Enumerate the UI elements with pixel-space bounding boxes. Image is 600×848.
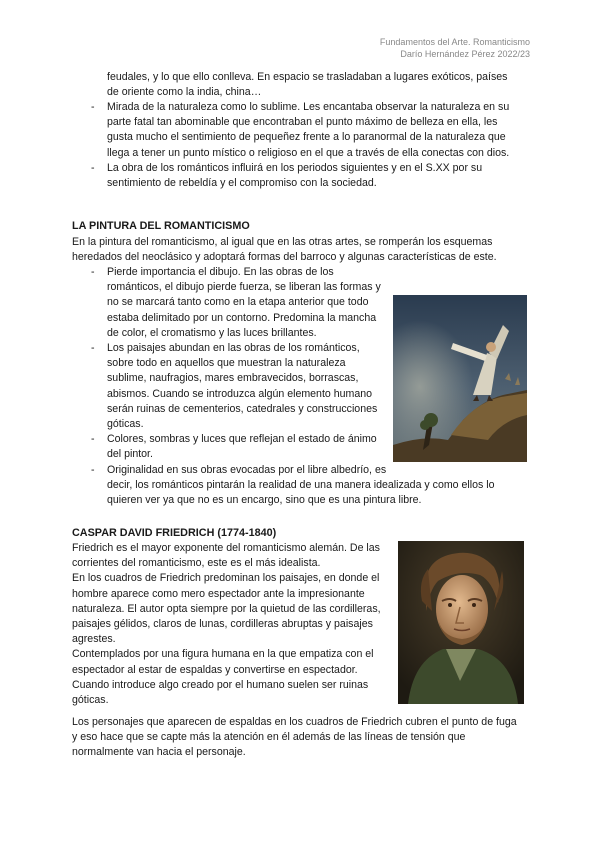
intro-bullet-list: [89, 100, 526, 191]
list-item: - Originalidad en sus obras evocadas por el libre albedrío, es decir, los románticos pintarán la realidad de una manera idealizada y como ellos lo quieren ver ya que no es un encargo, sino que es una pintura libre.: [89, 463, 526, 509]
painting-intro: En la pintura del romanticismo, al igual que en las otras artes, se romperán los esquemas heredados del neoclásico y adoptará formas del barroco y algunas características de este.: [72, 236, 497, 264]
friedrich-closing-paragraph: Los personajes que aparecen de espaldas en los cuadros de Friedrich cubren el punto de fuga y eso hace que se capte más la atención en él además de las líneas de tensión que normalmente van hacia el personaje.: [72, 716, 517, 759]
list-item: - Colores, sombras y luces que reflejan el estado de ánimo del pintor.: [89, 432, 526, 462]
friedrich-paragraph: Friedrich es el mayor exponente del romanticismo alemán. De las corrientes del romanticismo, este es el más idealista.: [72, 542, 380, 570]
page-header: [380, 36, 530, 60]
section-title-friedrich: CASPAR DAVID FRIEDRICH (1774-1840): [72, 527, 277, 539]
list-item: - La obra de los románticos influirá en los periodos siguientes y en el S.XX por su sentimiento de rebeldía y el compromiso con la sociedad.: [89, 161, 526, 191]
friedrich-paragraph: Contemplados por una figura humana en la que empatiza con el espectador al estar de espaldas y convertirse en espectador.: [72, 648, 374, 676]
list-item: - Mirada de la naturaleza como lo sublime. Les encantaba observar la naturaleza en su parte fatal tan abominable que encontraban el punto máximo de belleza en ella, les gusta mucho el sentimiento de pequeñez frente a lo paranormal de la naturaleza que llega a tener un punto místico o religioso en el que a través de ella conectas con dios.: [89, 100, 526, 161]
friedrich-paragraph: En los cuadros de Friedrich predominan los paisajes, en donde el hombre aparece como mero espectador ante la impresionante naturaleza. El autor opta siempre por la quietud de las cordilleras, paisajes gélidos, claros de lunas, cordilleras abruptas y paisajes agrestes.: [72, 572, 381, 646]
header-course: Fundamentos del Arte. Romanticismo: [379, 37, 530, 47]
cliff-figure-painting: [393, 295, 527, 462]
friedrich-text: [72, 541, 392, 708]
section-title-painting: LA PINTURA DEL ROMANTICISMO: [72, 220, 250, 232]
list-item: - Los paisajes abundan en las obras de los románticos, sobre todo en aquellos que muestran la naturaleza sublime, naufragios, mares embravecidos, borrascas, abismos. Cuando se introduzca algún elemento humano serán ruinas de cementerios, catedrales y construcciones góticas.: [89, 341, 526, 432]
friedrich-paragraph: Cuando introduce algo creado por el humano suelen ser ruinas góticas.: [72, 678, 369, 707]
header-author: Darío Hernández Pérez 2022/23: [400, 49, 530, 59]
romantic-painting-image: [393, 295, 527, 462]
intro-continuation: feudales, y lo que ello conlleva. En espacio se trasladaban a lugares exóticos, países de oriente como la india, china…: [107, 71, 508, 99]
list-item: - Pierde importancia el dibujo. En las obras de los románticos, el dibujo pierde fuerza, se liberan las formas y no se marcará tanto como en la etapa anterior que todo estaba delimitado por un contorno. Predomina la mancha de color, el cromatismo y las luces brillantes.: [89, 265, 526, 341]
portrait-painting: [398, 541, 524, 704]
friedrich-portrait-image: [398, 541, 524, 704]
